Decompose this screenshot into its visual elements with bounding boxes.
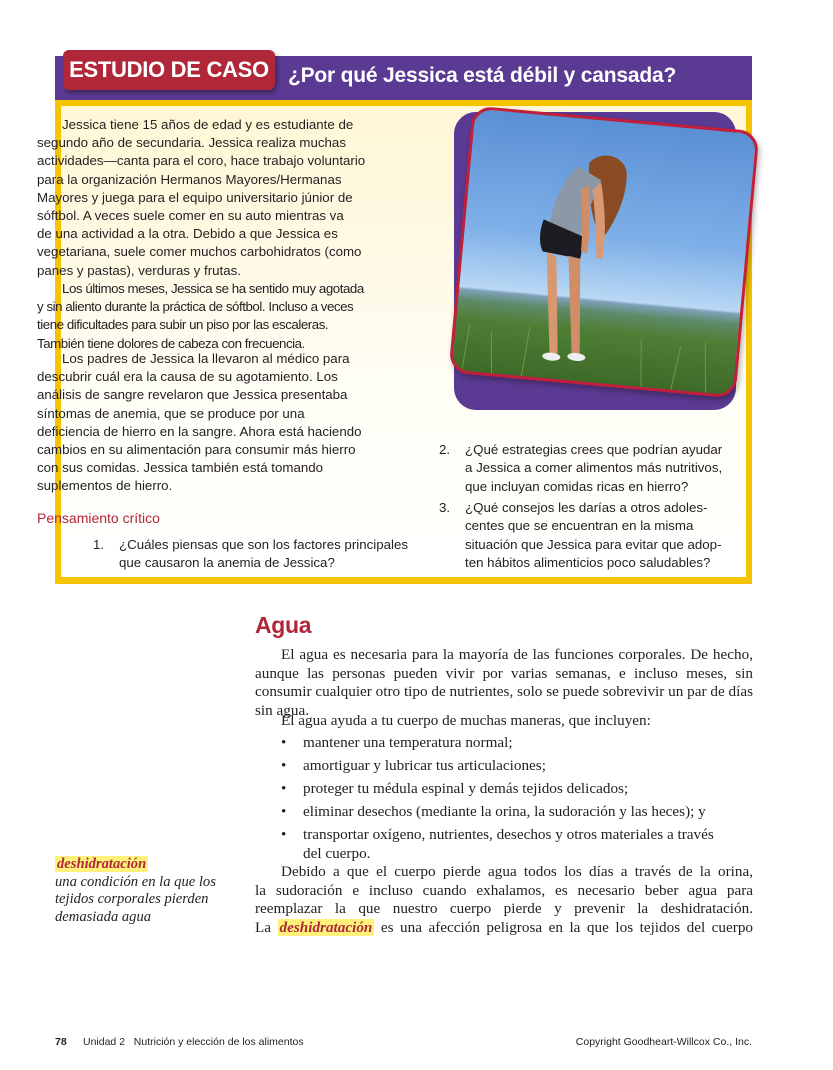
case-line: Los últimos meses, Jessica se ha sentido muy agotada — [62, 281, 364, 296]
bullet-line: del cuerpo. — [303, 844, 371, 862]
bullet-dot: • — [281, 734, 287, 751]
bullet-dot: • — [281, 826, 287, 843]
question-line: ¿Qué consejos les darías a otros adoles- — [465, 500, 708, 515]
case-paragraph-3 — [37, 350, 397, 496]
case-line: cambios en su alimentación para consumir más hierro — [37, 442, 356, 458]
case-line: vegetariana, suele comer muchos carbohidratos (como — [37, 244, 362, 260]
question-number: 1. — [93, 537, 105, 552]
case-line: análisis de sangre revelaron que Jessica presentaba — [37, 387, 348, 403]
case-paragraph-1 — [37, 116, 382, 280]
agua-paragraph-1-text: El agua es necesaria para la mayoría de las funciones corporales. De hecho, aunque las personas pueden vivir por varias semanas, e incluso meses, sin consumir cualquier otro tipo de nutrientes, solo se puede sobrevivir un par de días sin agua. — [255, 646, 753, 719]
case-line: Los padres de Jessica la llevaron al médico para — [62, 351, 350, 366]
glossary-definition-line: una condición en la que los — [55, 873, 216, 890]
section-heading-agua: Agua — [255, 612, 312, 638]
case-line: con sus comidas. Jessica también está tomando — [37, 460, 324, 476]
case-line: descubrir cuál era la causa de su agotamiento. Los — [37, 369, 338, 385]
case-line: de una actividad a la otra. Debido a que Jessica es — [37, 226, 338, 242]
question-line: que incluyan comidas ricas en hierro? — [465, 478, 689, 494]
bullet-text: eliminar desechos (mediante la orina, la sudoración y las heces); y — [303, 803, 706, 820]
agua-line: la sudoración e incluso cuando exhalamos, es necesario beber agua para — [255, 881, 753, 899]
agua-paragraph-3 — [255, 863, 753, 937]
case-line: tiene dificultades para subir un piso por las escaleras. — [37, 317, 329, 333]
case-line: síntomas de anemia, que se produce por una — [37, 405, 305, 421]
case-line: suplementos de hierro. — [37, 478, 173, 494]
case-line: para la organización Hermanos Mayores/Hermanas — [37, 171, 342, 187]
case-study-label: ESTUDIO DE CASO — [63, 50, 275, 90]
question-line: a Jessica a comer alimentos más nutritivos, — [465, 460, 723, 476]
case-study-title: ¿Por qué Jessica está débil y cansada? — [288, 64, 677, 87]
question-line: centes que se encuentran en la misma — [465, 518, 694, 534]
agua-line-suffix: es una afección peligrosa en la que los tejidos del cuerpo — [380, 918, 754, 936]
question-line: situación que Jessica para evitar que adop- — [465, 536, 722, 552]
page-number: 78 — [55, 1036, 67, 1048]
question-line: ¿Cuáles piensas que son los factores principales — [119, 537, 408, 552]
case-line: Mayores y juega para el equipo universitario júnior de — [37, 189, 353, 205]
critical-thinking-heading: Pensamiento crítico — [37, 510, 160, 526]
case-line: actividades—canta para el coro, hace trabajo voluntario — [37, 153, 366, 169]
athlete-illustration — [452, 109, 757, 395]
question-number: 3. — [439, 500, 451, 515]
case-study-header-rule — [55, 100, 752, 106]
key-term-deshidratacion[interactable]: deshidratación — [279, 918, 373, 936]
case-paragraph-2 — [37, 280, 397, 353]
bullet-dot: • — [281, 757, 287, 774]
bullet-text: proteger tu médula espinal y demás tejidos delicados; — [303, 780, 629, 797]
bullet-dot: • — [281, 780, 287, 797]
agua-paragraph-2: El agua ayuda a tu cuerpo de muchas maneras, que incluyen: — [281, 712, 651, 729]
agua-paragraph-1 — [255, 646, 753, 720]
case-line: sóftbol. A veces suele comer en su auto mientras va — [37, 208, 344, 224]
bullet-line: transportar oxígeno, nutrientes, desechos y otros materiales a través — [303, 826, 714, 843]
question-line: que causaron la anemia de Jessica? — [119, 555, 335, 571]
glossary-definition-line: demasiada agua — [55, 908, 152, 925]
question-line: ¿Qué estrategias crees que podrían ayudar — [465, 442, 723, 457]
agua-line: reemplazar la que nuestro cuerpo pierde y prevenir la deshidratación. — [255, 900, 753, 918]
glossary-entry — [55, 856, 235, 926]
footer-copyright: Copyright Goodheart-Willcox Co., Inc. — [575, 1036, 752, 1048]
footer-unit-title: Unidad 2 Nutrición y elección de los alimentos — [83, 1036, 304, 1048]
glossary-definition-line: tejidos corporales pierden — [55, 891, 209, 907]
question-number: 2. — [439, 442, 451, 457]
case-line: deficiencia de hierro en la sangre. Ahora está haciendo — [37, 423, 362, 439]
case-line: Jessica tiene 15 años de edad y es estudiante de — [62, 117, 354, 132]
bullet-dot: • — [281, 803, 287, 820]
case-line: panes y pastas), verduras y frutas. — [37, 262, 241, 278]
agua-line: Debido a que el cuerpo pierde agua todos los días a través de la orina, — [281, 863, 753, 880]
glossary-term: deshidratación — [57, 856, 147, 872]
question-line: ten hábitos alimenticios poco saludables? — [465, 554, 711, 570]
agua-line — [255, 919, 753, 938]
photo-tired-athlete — [448, 106, 759, 399]
bullet-text — [303, 826, 753, 863]
agua-line-prefix: La — [255, 918, 272, 936]
bullet-text: mantener una temperatura normal; — [303, 734, 513, 751]
case-line: También tiene dolores de cabeza con frecuencia. — [37, 335, 305, 351]
case-line: segundo año de secundaria. Jessica realiza muchas — [37, 135, 346, 151]
case-line: y sin aliento durante la práctica de sóftbol. Incluso a veces — [37, 299, 354, 315]
bullet-text: amortiguar y lubricar tus articulaciones; — [303, 757, 546, 774]
